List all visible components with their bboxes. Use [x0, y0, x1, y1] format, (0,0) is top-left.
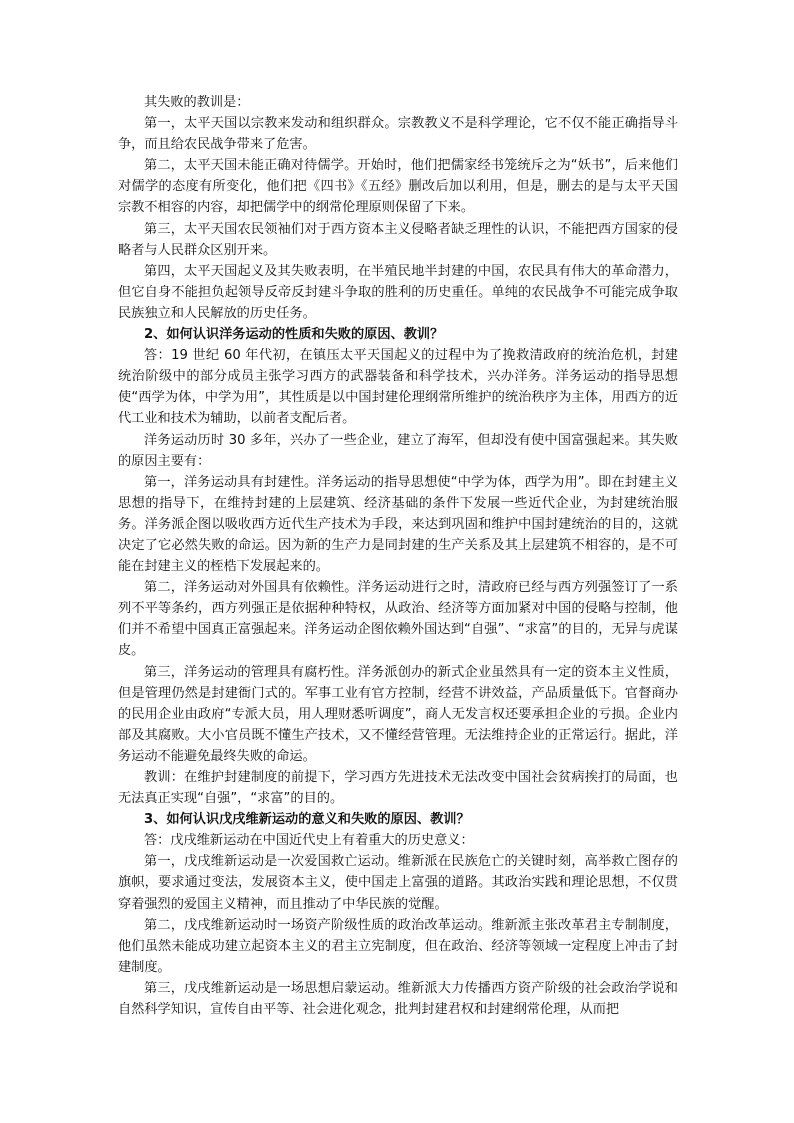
paragraph-answer-2: 答：19 世纪 60 年代初，在镇压太平天国起义的过程中为了挽救清政府的统治危机，封建统治阶级中的部分成员主张学习西方的武器装备和科学技术，兴办洋务。洋务运动的指导思想使“西学为体，中学为用”，其性质是以中国封建伦理纲常所维护的统治秩序为主体，用西方的近代工业和技术为辅助，以前者支配后者。: [118, 348, 678, 427]
paragraph-failure-2: 第二，洋务运动对外国具有依赖性。洋务运动进行之时，清政府已经与西方列强签订了一系列不平等条约，西方列强正是依据种种特权，从政治、经济等方面加紧对中国的侵略与控制，他们并不希望中国真正富强起来。洋务运动企图依赖外国达到“自强”、“求富”的目的，无异与虎谋皮。: [118, 580, 678, 659]
paragraph-lesson-4: 第四，太平天国起义及其失败表明，在半殖民地半封建的中国，农民具有伟大的革命潜力，但它自身不能担负起领导反帝反封建斗争取的胜利的历史重任。单纯的农民战争不可能完成争取民族独立和人民解放的历史任务。: [118, 263, 678, 321]
paragraph-significance-2: 第二，戊戌维新运动时一场资产阶级性质的政治改革运动。维新派主张改革君主专制制度，他们虽然未能成功建立起资本主义的君主立宪制度，但在政治、经济等领域一定程度上冲击了封建制度。: [118, 917, 678, 975]
question-heading-2: 2、如何认识洋务运动的性质和失败的原因、教训？: [144, 327, 444, 343]
paragraph-significance-3: 第三，戊戌维新运动是一场思想启蒙运动。维新派大力传播西方资产阶级的社会政治学说和自然科学知识，宣传自由平等、社会进化观念，批判封建君权和封建纲常伦理，从而把: [118, 980, 678, 1018]
paragraph-lesson-2: 第二，太平天国未能正确对待儒学。开始时，他们把儒家经书笼统斥之为“妖书”，后来他们对儒学的态度有所变化，他们把《四书》《五经》删改后加以利用，但是，删去的是与太平天国宗教不相容的内容，却把儒学中的纲常伦理原则保留了下来。: [118, 158, 678, 216]
paragraph-significance-1: 第一，戊戌维新运动是一次爱国救亡运动。维新派在民族危亡的关键时刻，高举救亡图存的旗帜，要求通过变法，发展资本主义，使中国走上富强的道路。其政治实践和理论思想，不仅贯穿着强烈的爱国主义精神，而且推动了中华民族的觉醒。: [118, 854, 678, 912]
paragraph-lesson-1: 第一，太平天国以宗教来发动和组织群众。宗教教义不是科学理论，它不仅不能正确指导斗争，而且给农民战争带来了危害。: [118, 116, 678, 153]
paragraph-answer-3: 答：戊戌维新运动在中国近代史上有着重大的历史意义：: [144, 833, 474, 849]
paragraph-failure-1: 第一，洋务运动具有封建性。洋务运动的指导思想使“中学为体，西学为用”。即在封建主义思想的指导下，在维持封建的上层建筑、经济基础的条件下发展一些近代企业，为封建统治服务。洋务派企图以吸收西方近代生产技术为手段，来达到巩固和维护中国封建统治的目的，这就决定了它必然失败的命运。因为新的生产力是同封建的生产关系及其上层建筑不相容的，是不可能在封建主义的桎梏下发展起来的。: [118, 474, 678, 575]
paragraph-lesson-summary: 教训：在维护封建制度的前提下，学习西方先进技术无法改变中国社会贫病挨打的局面，也无法真正实现“自强”，“求富”的目的。: [118, 770, 678, 807]
paragraph-lessons-intro: 其失败的教训是：: [144, 95, 250, 110]
paragraph-failure-3: 第三，洋务运动的管理具有腐朽性。洋务派创办的新式企业虽然具有一定的资本主义性质，但是管理仍然是封建衙门式的。军事工业有官方控制，经营不讲效益，产品质量低下。官督商办的民用企业由政府“专派大员，用人理财悉听调度”，商人无发言权还要承担企业的亏损。企业内部及其腐败。大小官员既不懂生产技术，又不懂经营管理。无法维持企业的正常运行。据此，洋务运动不能避免最终失败的命运。: [118, 664, 678, 764]
paragraph-failure-intro: 洋务运动历时 30 多年，兴办了一些企业，建立了海军，但却没有使中国富强起来。其失败的原因主要有：: [118, 432, 678, 469]
paragraph-lesson-3: 第三，太平天国农民领袖们对于西方资本主义侵略者缺乏理性的认识，不能把西方国家的侵略者与人民群众区别开来。: [118, 221, 678, 258]
document-page: [118, 92, 678, 1020]
question-heading-3: 3、如何认识戊戌维新运动的意义和失败的原因、教训？: [144, 812, 470, 828]
